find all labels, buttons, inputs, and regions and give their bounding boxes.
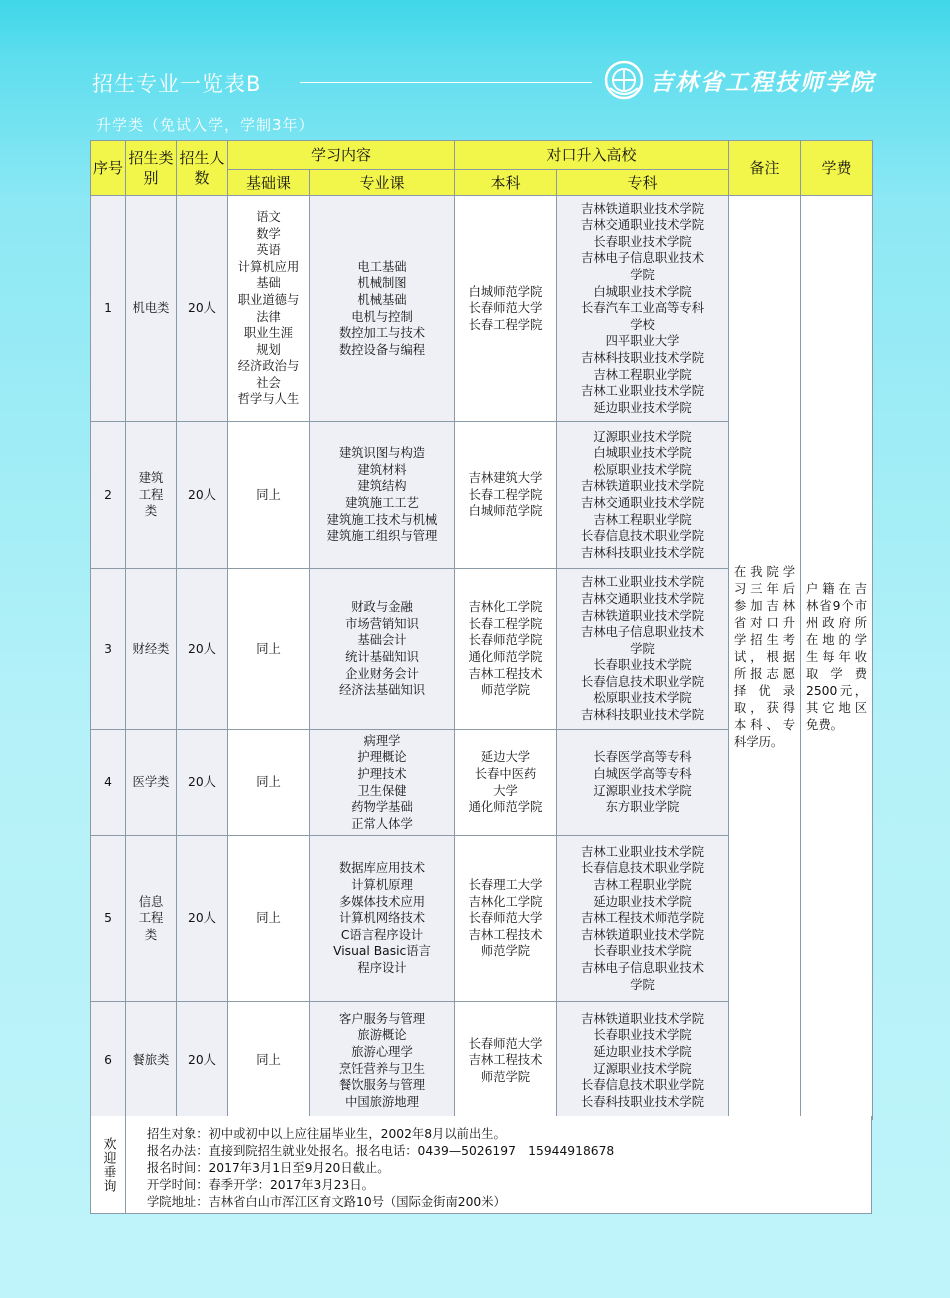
college-cell-line: 吉林交通职业技术学院	[581, 496, 705, 510]
bachelor-cell-line: 白城师范学院	[468, 504, 543, 519]
college-cell-line: 吉林电子信息职业技术	[581, 625, 705, 640]
major-course-cell-line: 建筑施工工艺	[345, 496, 419, 510]
welcome-label: 欢迎垂询	[91, 1116, 126, 1213]
college-cell	[557, 422, 729, 569]
college-cell-line: 长春职业技术学院	[593, 1028, 692, 1043]
bachelor-cell	[455, 1002, 557, 1120]
bachelor-cell	[455, 196, 557, 422]
basic-course-cell-line: 职业道德与	[237, 292, 300, 307]
bachelor-cell-line: 长春师范学院	[468, 633, 543, 648]
note-cell: 在我院学习三年后参加吉林省对口升学招生考试，根据所报志愿择优录取，获得本科、专科学历。	[729, 196, 801, 1120]
major-course-cell-line: 正常人体学	[351, 816, 413, 831]
category-cell: 信息工程类	[126, 836, 177, 1002]
header-transfer: 对口升入高校	[455, 141, 729, 170]
college-cell-line: 学院	[630, 268, 655, 283]
college-cell-line: 吉林交通职业技术学院	[581, 218, 705, 233]
category-cell: 机电类	[126, 196, 177, 422]
college-cell-line: 东方职业学院	[605, 800, 680, 815]
college-cell-line: 吉林工业职业技术学院	[581, 844, 705, 859]
college-cell	[557, 196, 729, 422]
major-course-cell-line: 药物学基础	[351, 800, 413, 815]
major-course-cell	[310, 569, 455, 730]
major-course-cell-line: 财政与金融	[351, 600, 413, 615]
title-divider	[300, 82, 592, 83]
header-count: 招生人数	[177, 141, 228, 196]
header-bachelor: 本科	[455, 170, 557, 196]
college-cell-line: 吉林电子信息职业技术	[581, 251, 705, 266]
basic-course-cell-line: 哲学与人生	[237, 392, 300, 407]
college-cell-line: 白城职业技术学院	[593, 284, 692, 299]
major-course-cell-line: 统计基础知识	[345, 650, 419, 664]
major-course-cell-line: 电机与控制	[351, 309, 413, 324]
college-cell-line: 吉林铁道职业技术学院	[581, 479, 705, 494]
count-cell: 20人	[177, 1002, 228, 1120]
bachelor-cell-line: 通化师范学院	[468, 650, 543, 664]
header-study: 学习内容	[228, 141, 455, 170]
college-cell-line: 吉林铁道职业技术学院	[581, 927, 705, 942]
category-cell: 建筑工程类	[126, 422, 177, 569]
major-course-cell-line: 数控设备与编程	[338, 342, 426, 357]
header-major: 专业课	[310, 170, 455, 196]
basic-course-cell-line: 职业生涯	[243, 326, 294, 341]
seq-cell: 5	[91, 836, 126, 1002]
major-course-cell-line: 旅游心理学	[351, 1044, 413, 1059]
seq-cell: 1	[91, 196, 126, 422]
bachelor-cell-line: 吉林工程技术	[468, 1053, 543, 1068]
major-course-cell-line: 机械基础	[357, 292, 407, 307]
bachelor-cell-line: 长春中医药	[474, 766, 537, 781]
bachelor-cell-line: 吉林工程技术	[468, 927, 543, 942]
major-course-cell-line: 建筑施工组织与管理	[326, 529, 438, 544]
basic-course-cell-line: 英语	[256, 243, 281, 258]
bachelor-cell	[455, 836, 557, 1002]
bachelor-cell-line: 长春理工大学	[468, 878, 543, 893]
basic-course-cell	[228, 836, 310, 1002]
college-cell-line: 长春汽车工业高等专科	[581, 301, 705, 316]
bachelor-cell-line: 延边大学	[480, 750, 531, 765]
college-cell-line: 吉林铁道职业技术学院	[581, 201, 705, 216]
bachelor-cell-line: 师范学院	[480, 683, 531, 698]
basic-course-cell-line: 法律	[256, 309, 281, 324]
college-cell-line: 学校	[630, 317, 655, 332]
contact-line: 报名时间：2017年3月1日至9月20日截止。	[147, 1161, 390, 1175]
category-cell: 餐旅类	[126, 1002, 177, 1120]
college-cell-line: 吉林工程职业学院	[593, 512, 692, 527]
major-course-cell	[310, 1002, 455, 1120]
major-course-cell-line: 经济法基础知识	[338, 683, 426, 698]
basic-course-cell-line: 同上	[256, 487, 281, 502]
college-cell-line: 学院	[630, 641, 655, 656]
major-course-cell	[310, 422, 455, 569]
major-course-cell-line: 建筑结构	[357, 479, 407, 494]
college-cell-line: 吉林工程职业学院	[593, 367, 692, 382]
college-cell-line: 长春医学高等专科	[593, 750, 692, 765]
major-course-cell-line: 多媒体技术应用	[338, 894, 426, 909]
major-course-cell-line: 机械制图	[357, 276, 407, 291]
major-course-cell-line: 客户服务与管理	[338, 1011, 426, 1026]
college-cell-line: 白城医学高等专科	[593, 766, 692, 781]
basic-course-cell-line: 同上	[256, 775, 281, 790]
count-cell: 20人	[177, 730, 228, 836]
college-cell-line: 学院	[630, 977, 655, 992]
bachelor-cell-line: 长春工程学院	[468, 487, 543, 502]
college-cell-line: 长春职业技术学院	[593, 944, 692, 959]
college-cell	[557, 836, 729, 1002]
bachelor-cell-line: 通化师范学院	[468, 800, 543, 815]
basic-course-cell	[228, 196, 310, 422]
header-seq: 序号	[91, 141, 126, 196]
college-cell-line: 吉林工业职业技术学院	[581, 575, 705, 590]
basic-course-cell-line: 语文	[256, 209, 281, 224]
basic-course-cell	[228, 422, 310, 569]
college-cell-line: 辽源职业技术学院	[593, 429, 692, 444]
basic-course-cell	[228, 1002, 310, 1120]
major-course-cell-line: 建筑材料	[357, 462, 407, 477]
bachelor-cell-line: 长春师范大学	[468, 1036, 543, 1051]
contact-line: 报名办法：直接到院招生就业处报名。报名电话：0439—5026197 15944918678	[147, 1144, 615, 1158]
seq-cell: 4	[91, 730, 126, 836]
bachelor-cell-line: 师范学院	[480, 1069, 531, 1084]
count-cell: 20人	[177, 196, 228, 422]
school-name: 吉林省工程技师学院	[650, 69, 875, 96]
basic-course-cell-line: 同上	[256, 641, 281, 656]
enrollment-table	[90, 140, 873, 1120]
college-cell-line: 吉林科技职业技术学院	[581, 350, 705, 365]
college-cell-line: 长春信息技术职业学院	[581, 674, 705, 689]
count-cell: 20人	[177, 422, 228, 569]
college-cell-line: 吉林铁道职业技术学院	[581, 608, 705, 623]
major-course-cell-line: 餐饮服务与管理	[338, 1078, 426, 1093]
count-cell: 20人	[177, 569, 228, 730]
basic-course-cell-line: 同上	[256, 911, 281, 926]
college-cell-line: 延边职业技术学院	[593, 1044, 692, 1059]
college-cell-line: 长春职业技术学院	[593, 658, 692, 673]
bachelor-cell	[455, 422, 557, 569]
college-cell-line: 吉林工业职业技术学院	[581, 384, 705, 399]
contact-lines	[147, 1126, 614, 1211]
bachelor-cell-line: 长春师范大学	[468, 911, 543, 926]
major-course-cell-line: 烹饪营养与卫生	[338, 1061, 426, 1076]
contact-line: 开学时间：春季开学：2017年3月23日。	[147, 1178, 374, 1192]
bachelor-cell-line: 长春工程学院	[468, 317, 543, 332]
major-course-cell-line: 护理技术	[357, 766, 407, 781]
college-cell-line: 吉林科技职业技术学院	[581, 545, 705, 560]
college-cell	[557, 1002, 729, 1120]
college-cell-line: 松原职业技术学院	[593, 462, 692, 477]
major-course-cell	[310, 196, 455, 422]
bachelor-cell	[455, 569, 557, 730]
category-cell: 财经类	[126, 569, 177, 730]
page-title: 招生专业一览表B	[92, 72, 262, 96]
basic-course-cell	[228, 569, 310, 730]
table-row	[91, 196, 873, 422]
bachelor-cell-line: 吉林化工学院	[468, 894, 543, 909]
seq-cell: 6	[91, 1002, 126, 1120]
major-course-cell-line: 旅游概论	[357, 1028, 407, 1043]
college-cell-line: 白城职业技术学院	[593, 446, 692, 461]
seq-cell: 3	[91, 569, 126, 730]
category-cell: 医学类	[126, 730, 177, 836]
college-cell-line: 延边职业技术学院	[593, 400, 692, 415]
major-course-cell-line: 中国旅游地理	[345, 1094, 419, 1109]
seq-cell: 2	[91, 422, 126, 569]
college-cell-line: 辽源职业技术学院	[593, 783, 692, 798]
basic-course-cell-line: 规划	[256, 342, 281, 357]
major-course-cell	[310, 836, 455, 1002]
major-course-cell-line: 卫生保健	[357, 783, 407, 798]
basic-course-cell-line: 经济政治与	[237, 359, 300, 374]
contact-info-box	[90, 1116, 872, 1214]
basic-course-cell-line: 同上	[256, 1053, 281, 1068]
contact-line: 学院地址：吉林省白山市浑江区育文路10号（国际金街南200米）	[147, 1195, 506, 1209]
bachelor-cell-line: 大学	[493, 783, 518, 798]
major-course-cell	[310, 730, 455, 836]
basic-course-cell-line: 基础	[256, 276, 281, 291]
basic-course-cell-line: 社会	[256, 375, 281, 390]
major-course-cell-line: 建筑识图与构造	[338, 446, 426, 461]
count-cell: 20人	[177, 836, 228, 1002]
major-course-cell-line: 企业财务会计	[345, 666, 419, 681]
fee-cell: 户籍在吉林省9个市州政府所在地的学生每年收取学费2500元，其它地区免费。	[801, 196, 873, 1120]
college-cell	[557, 569, 729, 730]
college-cell-line: 吉林工程职业学院	[593, 878, 692, 893]
bachelor-cell-line: 白城师范学院	[468, 284, 543, 299]
bachelor-cell-line: 吉林建筑大学	[468, 471, 543, 486]
college-cell-line: 吉林交通职业技术学院	[581, 591, 705, 606]
bachelor-cell-line: 吉林化工学院	[468, 600, 543, 615]
header-basic: 基础课	[228, 170, 310, 196]
header-college: 专科	[557, 170, 729, 196]
major-course-cell-line: 程序设计	[357, 960, 407, 975]
college-cell-line: 辽源职业技术学院	[593, 1061, 692, 1076]
major-course-cell-line: 病理学	[363, 733, 401, 748]
college-cell-line: 长春信息技术职业学院	[581, 861, 705, 876]
major-course-cell-line: 计算机原理	[351, 878, 413, 893]
table-subtitle: 升学类（免试入学，学制3年）	[96, 116, 315, 134]
bachelor-cell-line: 师范学院	[480, 944, 531, 959]
bachelor-cell-line: 长春工程学院	[468, 616, 543, 631]
college-cell-line: 吉林工程技术师范学院	[581, 911, 705, 926]
college-cell-line: 松原职业技术学院	[593, 691, 692, 706]
major-course-cell-line: 计算机网络技术	[338, 911, 426, 926]
major-course-cell-line: Visual Basic语言	[333, 944, 431, 959]
basic-course-cell-line: 计算机应用	[237, 259, 300, 274]
college-cell	[557, 730, 729, 836]
major-course-cell-line: 数控加工与技术	[338, 326, 426, 341]
header-fee: 学费	[801, 141, 873, 196]
college-cell-line: 长春信息技术职业学院	[581, 529, 705, 544]
contact-line: 招生对象：初中或初中以上应往届毕业生，2002年8月以前出生。	[147, 1127, 506, 1141]
college-cell-line: 吉林铁道职业技术学院	[581, 1011, 705, 1026]
basic-course-cell-line: 数学	[256, 226, 281, 241]
bachelor-cell	[455, 730, 557, 836]
college-cell-line: 长春职业技术学院	[593, 234, 692, 249]
bachelor-cell-line: 吉林工程技术	[468, 666, 543, 681]
college-cell-line: 长春科技职业技术学院	[581, 1094, 705, 1109]
basic-course-cell	[228, 730, 310, 836]
major-course-cell-line: 基础会计	[357, 633, 407, 648]
major-course-cell-line: C语言程序设计	[340, 927, 424, 942]
major-course-cell-line: 护理概论	[357, 750, 407, 765]
college-cell-line: 长春信息技术职业学院	[581, 1078, 705, 1093]
major-course-cell-line: 电工基础	[357, 259, 407, 274]
major-course-cell-line: 市场营销知识	[345, 616, 419, 631]
college-cell-line: 延边职业技术学院	[593, 894, 692, 909]
header-category: 招生类别	[126, 141, 177, 196]
major-course-cell-line: 建筑施工技术与机械	[326, 512, 438, 527]
college-cell-line: 四平职业大学	[605, 334, 680, 349]
college-cell-line: 吉林电子信息职业技术	[581, 960, 705, 975]
header-note: 备注	[729, 141, 801, 196]
school-logo-icon	[604, 60, 644, 100]
college-cell-line: 吉林科技职业技术学院	[581, 708, 705, 723]
major-course-cell-line: 数据库应用技术	[338, 861, 426, 876]
bachelor-cell-line: 长春师范大学	[468, 301, 543, 316]
